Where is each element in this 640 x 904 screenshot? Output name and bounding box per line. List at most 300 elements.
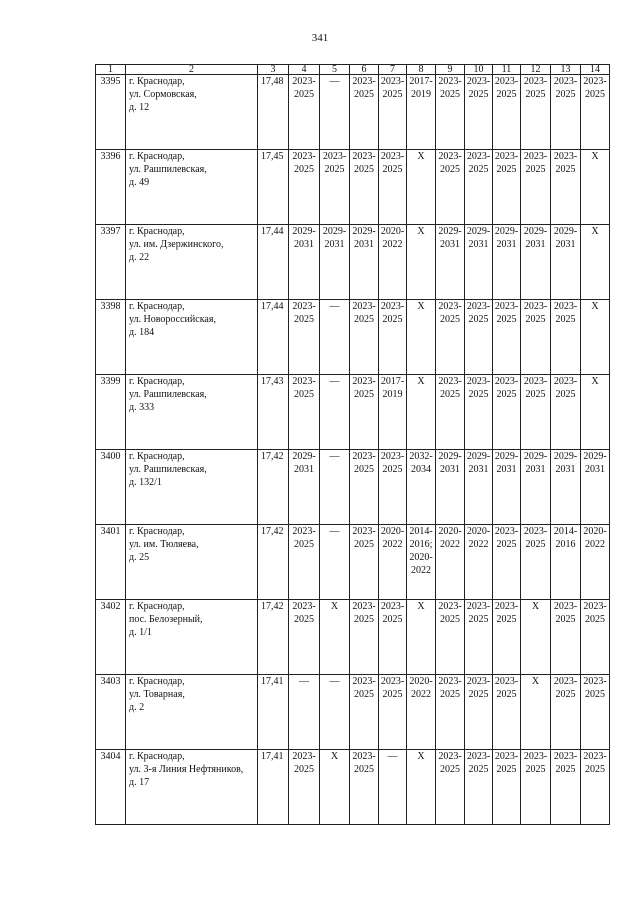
period-line: 2029- [466,226,491,237]
address-cell [126,300,258,375]
row-number: 3396 [96,150,126,225]
period-cell [521,600,551,675]
address-cell [126,750,258,825]
period-cell [465,150,493,225]
period-cell [436,375,465,450]
period-cell [320,525,350,600]
period-line: 2022 [411,565,431,576]
period-line: 2023- [553,676,578,687]
column-header: 6 [350,65,379,75]
value-cell: 17,44 [258,225,289,300]
period-line: 2025 [382,164,403,175]
period-cell [493,450,521,525]
period-cell [551,75,581,150]
address-line: ул. Рашпилевская, [129,389,207,400]
period-cell [493,225,521,300]
address-line: д. 17 [129,777,150,788]
period-line: 2025 [496,764,517,775]
period-line: 2023- [494,376,519,387]
period-line: 2023- [380,76,405,87]
period-line: X [417,301,425,312]
period-line: 2020- [409,676,433,687]
period-line: 2029- [583,451,607,462]
period-line: 2025 [440,614,460,625]
period-cell [350,675,379,750]
period-cell [581,600,610,675]
address-line: д. 2 [129,702,145,713]
row-number: 3401 [96,525,126,600]
address-cell [126,375,258,450]
period-cell [350,150,379,225]
period-line: 2023- [553,151,578,162]
address-line: г. Краснодар, [129,76,185,87]
period-line: 2029- [438,226,462,237]
period-cell [551,225,581,300]
period-line: 2025 [440,764,460,775]
period-cell [350,375,379,450]
period-cell [436,750,465,825]
column-header: 7 [379,65,407,75]
period-line: 2029- [523,226,548,237]
period-cell [407,675,436,750]
period-line: 2023- [438,376,462,387]
period-line: 2023- [352,451,376,462]
period-line: 2023- [438,751,462,762]
period-line: X [417,751,425,762]
period-line: 2025 [525,89,546,100]
period-cell [465,750,493,825]
period-cell [581,225,610,300]
address-line: ул. Сормовская, [129,89,197,100]
period-line: 2025 [382,614,403,625]
period-cell [581,525,610,600]
period-line: 2025 [525,164,546,175]
period-cell [493,750,521,825]
period-line: 2025 [496,614,517,625]
period-line: 2022 [468,539,489,550]
period-line: 2016; [409,539,433,550]
period-cell [493,75,521,150]
period-line: 2023- [438,151,462,162]
period-line: 2029- [494,451,519,462]
period-line: 2029- [292,226,316,237]
period-line: 2031 [496,464,517,475]
period-line: 2031 [468,239,489,250]
period-line: 2029- [438,451,462,462]
period-line: 2023- [380,601,405,612]
period-line: 2029- [292,451,316,462]
period-line: 2031 [294,464,314,475]
period-line: 2031 [555,464,576,475]
value-cell: 17,43 [258,375,289,450]
address-line: г. Краснодар, [129,376,185,387]
period-line: 2025 [496,89,517,100]
period-cell [581,750,610,825]
period-line: 2031 [555,239,576,250]
period-line: 2025 [440,389,460,400]
period-cell [521,300,551,375]
period-line: 2025 [354,614,374,625]
period-cell [379,450,407,525]
period-line: 2025 [294,764,314,775]
value-cell: 17,41 [258,675,289,750]
period-line: 2025 [440,164,460,175]
column-header: 10 [465,65,493,75]
period-line: 2025 [382,464,403,475]
period-line: 2023- [523,526,548,537]
address-line: пос. Белозерный, [129,614,203,625]
period-cell [551,150,581,225]
address-line: д. 25 [129,552,150,563]
period-line: 2025 [468,164,489,175]
period-cell [379,375,407,450]
period-cell [465,75,493,150]
period-cell [350,525,379,600]
row-number: 3402 [96,600,126,675]
table-row [96,375,610,450]
period-cell [407,600,436,675]
period-line: 2023- [352,751,376,762]
table-row [96,675,610,750]
period-line: 2023- [292,151,316,162]
column-header-row [96,65,610,75]
table-row [96,450,610,525]
period-cell [289,150,320,225]
period-line: 2025 [555,164,576,175]
period-cell [551,525,581,600]
period-cell [465,525,493,600]
period-line: 2025 [496,689,517,700]
period-line: 2025 [555,689,576,700]
column-header: 11 [493,65,521,75]
address-line: д. 1/1 [129,627,152,638]
period-line: 2025 [496,314,517,325]
period-line: 2031 [525,464,546,475]
period-line: 2023- [352,376,376,387]
period-line: 2025 [496,389,517,400]
period-line: 2020- [583,526,607,537]
period-line: 2023- [466,376,491,387]
address-line: д. 184 [129,327,155,338]
period-cell [407,150,436,225]
period-line: X [531,601,540,612]
period-line: 2023- [438,76,462,87]
column-header: 2 [126,65,258,75]
address-line: д. 49 [129,177,150,188]
period-line: 2025 [525,314,546,325]
period-line: 2023- [466,151,491,162]
period-cell [493,375,521,450]
period-line: 2025 [555,314,576,325]
period-line: 2025 [294,614,314,625]
period-cell [551,450,581,525]
period-cell [320,150,350,225]
value-cell: 17,44 [258,300,289,375]
period-line: 2031 [354,239,374,250]
table-row [96,225,610,300]
period-line: 2025 [585,89,605,100]
column-header: 14 [581,65,610,75]
period-cell [581,675,610,750]
period-line: 2023- [292,601,316,612]
period-line: 2023- [553,751,578,762]
period-cell [551,300,581,375]
row-number: 3399 [96,375,126,450]
period-line: — [329,76,340,87]
period-cell [379,75,407,150]
period-line: — [387,751,398,762]
period-line: 2025 [468,314,489,325]
period-line: 2017- [409,76,433,87]
period-cell [289,675,320,750]
period-cell [551,675,581,750]
address-line: ул. Новороссийская, [129,314,216,325]
period-cell [407,525,436,600]
period-cell [350,225,379,300]
value-cell: 17,41 [258,750,289,825]
period-line: 2025 [555,89,576,100]
period-line: 2029- [466,451,491,462]
period-line: 2023- [438,676,462,687]
period-line: 2023- [583,676,607,687]
period-line: 2023- [523,301,548,312]
period-line: 2014- [409,526,433,537]
table-row [96,750,610,825]
period-cell [289,450,320,525]
period-line: X [330,751,339,762]
period-line: — [329,676,340,687]
period-line: 2025 [354,314,374,325]
period-line: 2020- [466,526,491,537]
period-line: 2025 [354,764,374,775]
period-cell [350,600,379,675]
period-line: 2025 [585,689,605,700]
period-cell [436,525,465,600]
period-cell [465,225,493,300]
period-line: 2022 [411,689,431,700]
period-line: 2023- [494,676,519,687]
period-cell [379,225,407,300]
period-cell [581,75,610,150]
period-line: 2023- [292,301,316,312]
period-cell [379,300,407,375]
period-cell [379,750,407,825]
period-line: 2023- [466,751,491,762]
period-line: 2023- [438,301,462,312]
period-cell [320,300,350,375]
period-line: 2023- [494,526,519,537]
period-cell [320,225,350,300]
period-line: 2023- [438,601,462,612]
address-line: д. 333 [129,402,155,413]
period-line: 2023- [553,601,578,612]
period-cell [407,375,436,450]
value-cell: 17,42 [258,450,289,525]
period-line: 2031 [440,464,460,475]
address-line: г. Краснодар, [129,301,185,312]
period-line: 2031 [440,239,460,250]
period-line: 2025 [468,89,489,100]
period-line: 2020- [380,526,405,537]
period-line: 2023- [553,376,578,387]
period-cell [436,675,465,750]
period-cell [521,675,551,750]
period-line: — [329,451,340,462]
period-cell [436,600,465,675]
period-cell [521,525,551,600]
period-line: 2031 [496,239,517,250]
period-cell [521,225,551,300]
address-cell [126,75,258,150]
period-line: 2025 [468,614,489,625]
period-line: X [417,601,425,612]
period-cell [407,750,436,825]
period-cell [521,750,551,825]
period-cell [320,75,350,150]
period-line: 2025 [294,389,314,400]
period-line: 2025 [525,539,546,550]
period-line: 2025 [468,389,489,400]
period-cell [465,300,493,375]
period-line: 2016 [555,539,576,550]
row-number: 3404 [96,750,126,825]
period-line: 2023- [466,76,491,87]
row-number: 3403 [96,675,126,750]
period-line: 2023- [494,76,519,87]
address-line: ул. им. Дзержинского, [129,239,224,250]
period-line: 2025 [354,464,374,475]
period-cell [581,450,610,525]
period-line: 2023- [292,526,316,537]
period-line: 2025 [354,164,374,175]
column-header: 13 [551,65,581,75]
period-line: 2023- [352,601,376,612]
address-cell [126,225,258,300]
address-cell [126,150,258,225]
period-cell [551,750,581,825]
period-line: 2020- [438,526,462,537]
period-cell [289,750,320,825]
period-cell [493,150,521,225]
period-line: 2025 [585,764,605,775]
period-line: X [417,376,425,387]
period-line: 2025 [382,689,403,700]
period-line: 2025 [525,389,546,400]
period-line: X [330,601,339,612]
period-cell [521,450,551,525]
address-line: д. 12 [129,102,150,113]
period-line: 2025 [324,164,345,175]
period-cell [379,525,407,600]
period-line: 2025 [354,539,374,550]
table-row [96,150,610,225]
period-line: 2023- [523,376,548,387]
period-cell [465,675,493,750]
period-line: 2025 [354,389,374,400]
period-line: 2025 [468,689,489,700]
period-line: 2023- [523,151,548,162]
period-line: 2025 [555,614,576,625]
period-line: 2029- [553,226,578,237]
period-line: 2023- [380,676,405,687]
column-header: 5 [320,65,350,75]
period-cell [407,225,436,300]
address-line: г. Краснодар, [129,676,185,687]
period-line: 2023- [322,151,347,162]
period-cell [493,600,521,675]
period-line: 2023- [352,301,376,312]
column-header: 8 [407,65,436,75]
period-line: 2023- [292,751,316,762]
period-line: — [329,526,340,537]
data-table [95,64,610,825]
period-cell [493,675,521,750]
period-line: X [417,226,425,237]
period-line: 2023- [380,301,405,312]
period-cell [493,525,521,600]
period-line: 2023- [523,751,548,762]
period-line: 2023- [352,676,376,687]
row-number: 3395 [96,75,126,150]
period-line: X [591,301,599,312]
period-line: 2025 [440,689,460,700]
period-line: — [329,376,340,387]
period-cell [350,75,379,150]
period-line: 2025 [555,764,576,775]
period-line: 2025 [440,314,460,325]
period-line: X [591,151,599,162]
address-line: ул. Рашпилевская, [129,464,207,475]
period-line: 2031 [294,239,314,250]
period-line: 2023- [466,601,491,612]
period-cell [379,150,407,225]
period-cell [465,375,493,450]
address-cell [126,525,258,600]
period-line: 2023- [380,451,405,462]
period-cell [379,675,407,750]
period-line: 2025 [496,164,517,175]
period-cell [436,75,465,150]
period-line: 2029- [322,226,347,237]
address-line: г. Краснодар, [129,151,185,162]
period-line: 2022 [382,239,403,250]
period-line: 2023- [352,526,376,537]
period-line: 2023- [380,151,405,162]
period-cell [551,375,581,450]
period-cell [289,300,320,375]
period-line: 2020- [409,552,433,563]
period-line: 2025 [294,314,314,325]
period-line: 2023- [523,76,548,87]
period-line: 2023- [583,76,607,87]
period-cell [320,600,350,675]
period-line: 2020- [380,226,405,237]
value-cell: 17,45 [258,150,289,225]
table-row [96,600,610,675]
period-line: 2029- [523,451,548,462]
address-cell [126,450,258,525]
row-number: 3398 [96,300,126,375]
row-number: 3397 [96,225,126,300]
period-line: — [299,676,309,687]
address-line: ул. Товарная, [129,689,185,700]
period-cell [289,375,320,450]
period-line: 2025 [382,314,403,325]
period-line: 2023- [292,76,316,87]
address-line: ул. Рашпилевская, [129,164,207,175]
period-line: 2023- [494,301,519,312]
period-line: 2025 [354,689,374,700]
